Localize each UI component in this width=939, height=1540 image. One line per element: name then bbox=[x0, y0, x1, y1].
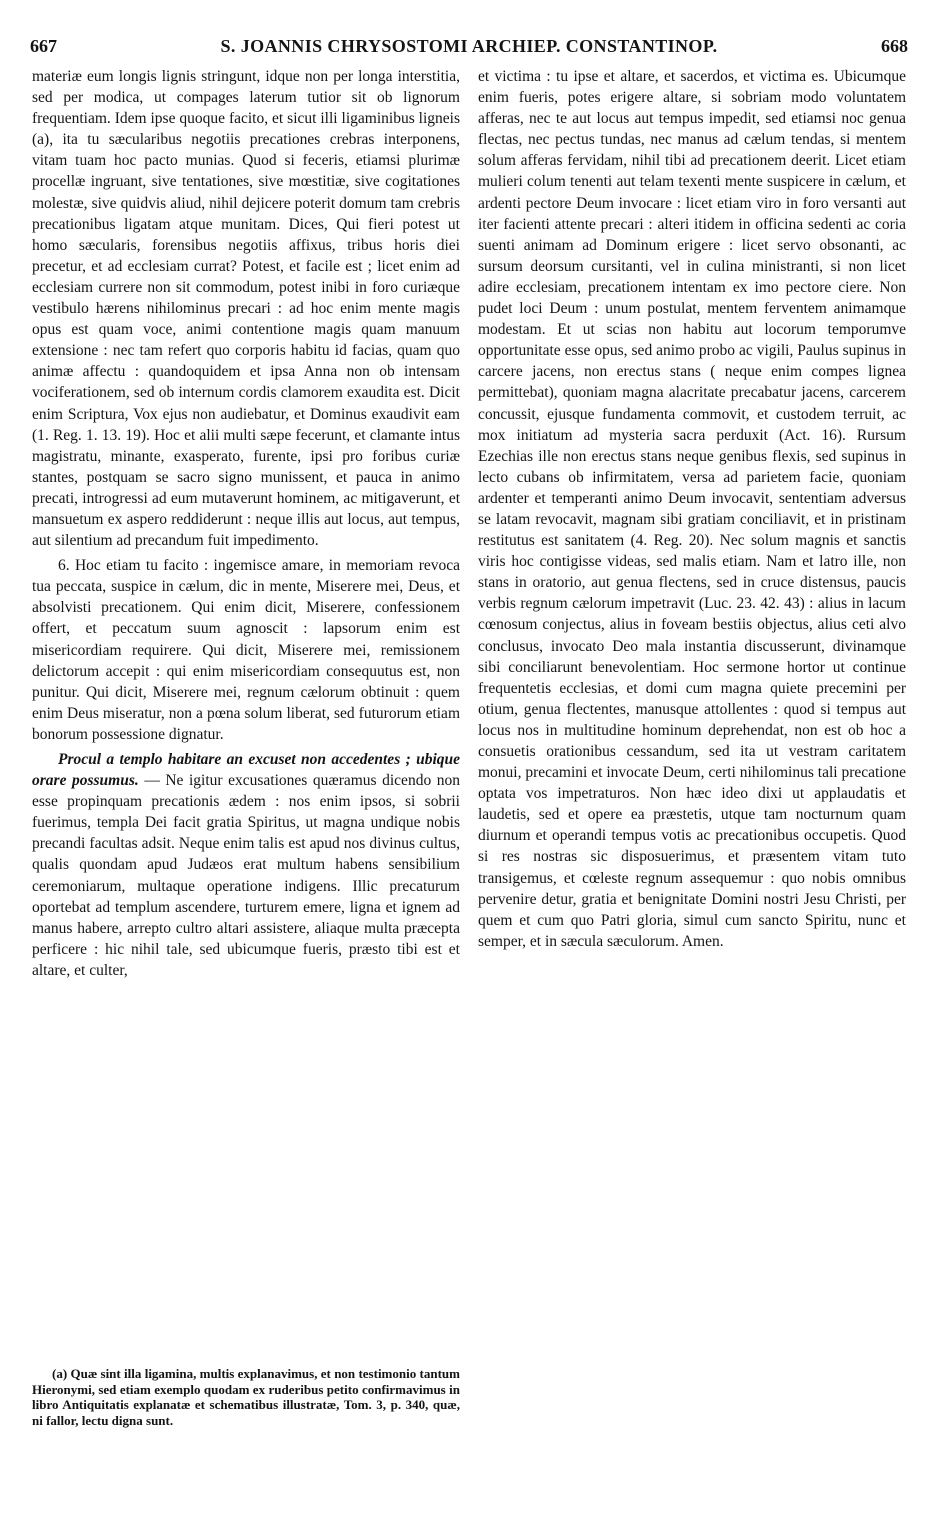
paragraph-continued: materiæ eum longis lignis stringunt, idque non per longa interstitia, sed per modica, ut compages laterum tutior sit ob lignorum frequentiam. Idem ipse quoque facito, et sicut illi ligaminibus ligneis (a), ita tu sæcularibus negotiis precationes crebras interponens, vitam tuam hoc pacto munias. Quod si feceris, etiamsi plurimæ procellæ ingruant, sive tentationes, sive mœstitiæ, sive cogitationes molestæ, sive quidvis aliud, nihil dejicere poterit domum tam crebris precationibus ligatam atque munitam. Dices, Qui fieri potest ut homo sæcularis, forensibus negotiis affixus, tribus horis diei precetur, et ad ecclesiam currat? Potest, et facile est ; licet enim ad ecclesiam currere non sit commodum, potest inibi in foro curiæque vestibulo hærens nihilominus precari : ad hoc enim mente magis opus est quam voce, animi contentione magis quam manuum extensione : nec tam refert quo corporis habitu id facias, quam quo animæ affectu : quandoquidem et ipsa Anna non ob intensam vociferationem, sed ob internum cordis clamorem exaudita est. Dicit enim Scriptura, Vox ejus non audiebatur, et Dominus exaudivit eam (1. Reg. 1. 13. 19). Hoc et alii multi sæpe fecerunt, et clamante intus magistratu, minante, exasperato, furente, ipsi pro foribus curiæ stantes, postquam se sacro signo munissent, et pauca in animo precati, introgressi ad eum mutaverunt hominem, ac mitigaverunt, et mansuetum ex aspero reddiderunt : neque illis aut locus, aut tempus, aut silentium ad precandum fuit impedimento. bbox=[32, 68, 460, 550]
paragraph-body: — Ne igitur excusationes quæramus dicendo non esse propinquam precationis ædem : nos enim ipsos, si sobrii fuerimus, templa Dei facit gratia Spiritus, ut magna undique nobis precandi facultas adsit. Neque enim talis est apud nos divinus cultus, qualis quondam apud Judæos erat multum habens sensibilium ceremoniarum, multaque operatione indigens. Illic precaturum oportebat ad templum ascendere, turturem emere, ligna et ignem ad manus habere, arrepto cultro altari assistere, aliaque multa præcepta perficere : hic nihil tale, sed ubicumque fueris, præsto tibi est et altare, et culter, bbox=[32, 772, 460, 979]
running-header bbox=[30, 36, 908, 62]
right-column bbox=[478, 66, 906, 1336]
footnote-text: (a) Quæ sint illa ligamina, multis explanavimus, et non testimonio tantum Hieronymi, sed etiam exemplo quodam ex ruderibus petito confirmavimus in libro Antiquitatis explanatæ et schematibus illustratæ, Tom. 3, p. 340, quæ, ni fallor, lectu digna sunt. bbox=[32, 1366, 460, 1428]
page-number-right: 668 bbox=[881, 36, 908, 56]
footnote bbox=[32, 1366, 460, 1428]
left-column bbox=[32, 66, 460, 1368]
paragraph-right: et victima : tu ipse et altare, et sacerdos, et victima es. Ubicumque enim fueris, potes erigere altare, si sobriam modo voluntatem afferas, nec te aut locus aut tempus impedit, sed etiamsi noc genua flectas, nec pectus tundas, nec manus ad cælum tendas, si mentem solum afferas fervidam, nihil tibi ad precationem deerit. Licet etiam mulieri colum tenenti aut telam texenti mente suspicere in cælum, et ardenti pectore Deum invocare : licet etiam viro in foro versanti aut iter facienti attente precari : alteri itidem in officina sedenti ac coria suenti animam ad Dominum erigere : licet servo obsonanti, ac sursum deorsum cursitanti, vel in culina ministranti, si non licet adire ecclesiam, precationem intentam ex imo pectore ciere. Non pudet loci Deum : unum postulat, mentem ferventem animamque modestam. Et ut scias non habitu aut locorum temporumve opportunitate esse opus, sed animo probo ac vigili, Paulus supinus in carcere jacens, non erectus stans ( neque enim compes lignea permittebat), quoniam magna alacritate precabatur jacens, carcerem concussit, ejusque fundamenta commovit, et custodem terruit, ac mox initiatum ad mysteria sacra perduxit (Act. 16). Rursum Ezechias ille non erectus stans neque genibus flexis, sed supinus in lecto cubans ob infirmitatem, versa ad parietem facie, quoniam ardenter et temperanti animo Deum invocavit, sententiam adversus se latam revocavit, magnam sibi gratiam conciliavit, et in pristinam restitutus est sanitatem (4. Reg. 20). Nec solum magnis et sanctis viris hoc contigisse videas, sed malis etiam. Nam et latro ille, non stans in oratorio, aut genua flectens, sed in cruce distensus, paucis verbis regnum cælorum impetravit (Luc. 23. 42. 43) : alius in lacum cœnosum conjectus, alius in foveam bestiis objectus, alius ceti alvo conclusus, invocato Deo mala instantia discusserunt, divinamque sibi conciliarunt benevolentiam. Hoc sermone hortor ut continue frequentetis ecclesias, et domi cum magna quiete precemini per otium, genua flectentes, manusque attollentes : quod si tempus aut locus nos in multitudine hominum deprehendat, non est ob hoc a consuetis orationibus cessandum, sed ita ut vestram caritatem monui, precamini et invocate Deum, certi nihilominus tali precatione optata vos impetraturos. Non hæc ideo dixi ut applaudatis et laudetis, sed et opere ea præstetis, utque tam nocturnum quam diurnum et operandi tempus votis ac precationibus occupetis. Quod si res nostras sic disposuerimus, et præsentem vitam tuto transigemus, et cœleste regnum assequemur : quo nobis omnibus pervenire detur, gratia et benignitate Domini nostri Jesu Christi, per quem et cum quo Patri gloria, simul cum sancto Spiritu, nunc et semper, et in sæcula sæculorum. Amen. bbox=[478, 68, 906, 950]
page-number-left: 667 bbox=[30, 36, 57, 56]
running-title: S. JOANNIS CHRYSOSTOMI ARCHIEP. CONSTANTINOP. bbox=[220, 36, 718, 56]
marginal-heading: Procul a templo habitare an excuset non accedentes ; ubique orare possumus. bbox=[32, 751, 460, 790]
paragraph-section-6: 6. Hoc etiam tu facito : ingemisce amare, in memoriam revoca tua peccata, suspice in cælum, dic in mente, Miserere mei, Deus, et absolvisti precationem. Qui enim dicit, Miserere, confessionem offert, et peccatum suum agnoscit : lapsorum enim est misericordiam requirere. Qui dicit, Miserere mei, remissionem delictorum accepit : qui enim misericordiam consequutus est, non punitur. Qui dicit, Miserere mei, regnum cælorum obtinuit : quem enim Deus miseratur, non a pœna solum liberat, sed futurorum etiam bonorum possessione dignatur. bbox=[32, 557, 460, 743]
paragraph-marginal-heading bbox=[32, 749, 460, 981]
